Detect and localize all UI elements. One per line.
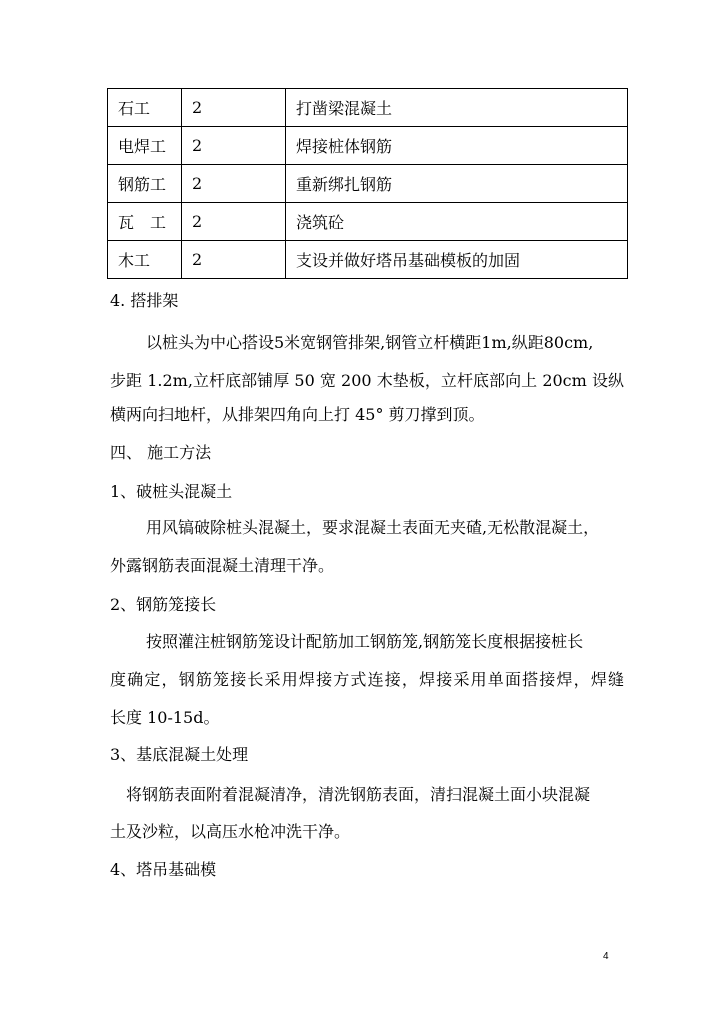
table-row [108,203,628,241]
count-cell: 2 [182,241,286,279]
task-cell: 打凿梁混凝土 [286,89,628,127]
paragraph-line: 外露钢筋表面混凝土清理干净。 [110,556,335,575]
step4-heading: 4、塔吊基础模 [110,860,217,879]
task-cell: 焊接桩体钢筋 [286,127,628,165]
paragraph-line: 土及沙粒，以高压水枪冲洗干净。 [110,822,351,841]
count-cell: 2 [182,127,286,165]
paragraph-line: 长度 10-15d。 [110,708,220,727]
page-number: 4 [603,951,609,962]
task-cell: 浇筑砼 [286,203,628,241]
paragraph-line: 步距 1.2m,立杆底部铺厚 50 宽 200 木垫板，立杆底部向上 20cm 设纵 [110,371,624,390]
paragraph-line: 按照灌注桩钢筋笼设计配筋加工钢筋笼,钢筋笼长度根据接桩长 [146,632,584,651]
table-row [108,241,628,279]
paragraph-line: 横两向扫地杆，从排架四角向上打 45° 剪刀撑到顶。 [110,405,485,424]
paragraph-line: 用风镐破除桩头混凝土，要求混凝土表面无夹碴,无松散混凝土， [146,518,600,537]
task-cell: 重新绑扎钢筋 [286,165,628,203]
trade-cell: 电焊工 [108,127,182,165]
trade-cell: 瓦 工 [108,203,182,241]
step1-heading: 1、破桩头混凝土 [110,482,233,501]
count-cell: 2 [182,165,286,203]
crew-table [107,88,628,279]
paragraph-line: 以桩头为中心搭设5米宽钢管排架,钢管立杆横距1m,纵距80cm, [146,333,594,352]
task-cell: 支设并做好塔吊基础模板的加固 [286,241,628,279]
count-cell: 2 [182,89,286,127]
table-row [108,165,628,203]
table-row [108,127,628,165]
scaffold-heading: 4. 搭排架 [110,291,179,310]
count-cell: 2 [182,203,286,241]
paragraph-line: 将钢筋表面附着混凝清净，清洗钢筋表面，清扫混凝土面小块混凝 [126,785,591,804]
step2-heading: 2、钢筋笼接长 [110,595,217,614]
trade-cell: 石工 [108,89,182,127]
trade-cell: 木工 [108,241,182,279]
trade-cell: 钢筋工 [108,165,182,203]
step3-heading: 3、基底混凝土处理 [110,745,249,764]
paragraph-line: 度确定，钢筋笼接长采用焊接方式连接，焊接采用单面搭接焊，焊缝 [110,670,624,689]
table-row [108,89,628,127]
method-heading: 四、 施工方法 [110,443,212,462]
